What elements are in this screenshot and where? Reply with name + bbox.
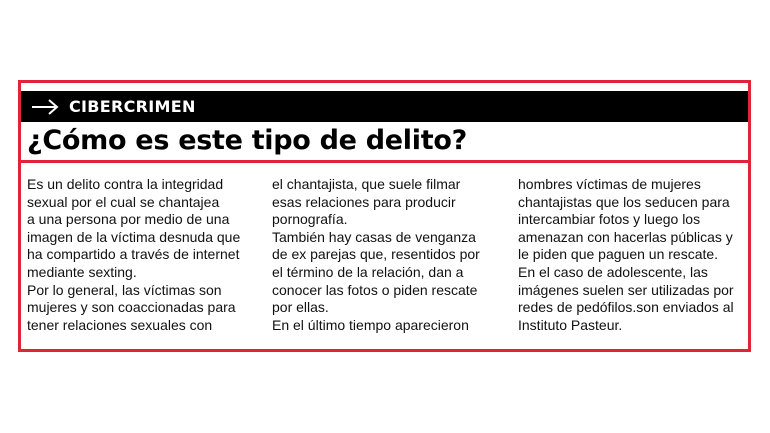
text-line: a una persona por medio de una bbox=[27, 211, 230, 228]
article-box bbox=[18, 80, 751, 352]
divider bbox=[21, 160, 748, 163]
text-line: le piden que paguen un rescate. bbox=[518, 246, 719, 263]
text-line: En el caso de adolescente, las bbox=[518, 263, 708, 280]
text-line: En el último tiempo aparecieron bbox=[272, 316, 469, 333]
text-line: el término de la relación, dan a bbox=[272, 263, 464, 280]
body-column-2 bbox=[272, 176, 480, 334]
text-line: Es un delito contra la integridad bbox=[27, 176, 224, 192]
text-line: tener relaciones sexuales con bbox=[27, 316, 213, 333]
text-line: amenazan con hacerlas públicas y bbox=[518, 228, 733, 245]
section-label: CIBERCRIMEN bbox=[69, 97, 196, 116]
text-line: También hay casas de venganza bbox=[272, 228, 476, 245]
text-line: mujeres y son coaccionadas para bbox=[27, 299, 236, 316]
text-line: pornografía. bbox=[272, 211, 348, 228]
text-line: Por lo general, las víctimas son bbox=[27, 281, 222, 298]
text-line: chantajistas que los seducen para bbox=[518, 193, 730, 210]
text-line: redes de pedófilos.son enviados al bbox=[518, 299, 734, 316]
text-line: por ellas. bbox=[272, 299, 329, 316]
text-line: sexual por el cual se chantajea bbox=[27, 193, 220, 210]
headline: ¿Cómo es este tipo de delito? bbox=[27, 125, 467, 156]
text-line: mediante sexting. bbox=[27, 263, 137, 280]
body-column-1 bbox=[27, 176, 240, 334]
body-column-3 bbox=[518, 176, 734, 334]
text-line: esas relaciones para producir bbox=[272, 193, 456, 210]
text-line: ha compartido a través de internet bbox=[27, 246, 240, 263]
text-line: Instituto Pasteur. bbox=[518, 316, 623, 333]
text-line: conocer las fotos o piden rescate bbox=[272, 281, 478, 298]
text-line: imagen de la víctima desnuda que bbox=[27, 228, 241, 245]
section-bar bbox=[21, 91, 748, 122]
arrow-right-icon bbox=[21, 91, 69, 122]
text-line: el chantajista, que suele filmar bbox=[272, 176, 461, 192]
text-line: imágenes suelen ser utilizadas por bbox=[518, 281, 734, 298]
text-line: hombres víctimas de mujeres bbox=[518, 176, 701, 192]
text-line: intercambiar fotos y luego los bbox=[518, 211, 701, 228]
text-line: de ex parejas que, resentidos por bbox=[272, 246, 480, 263]
